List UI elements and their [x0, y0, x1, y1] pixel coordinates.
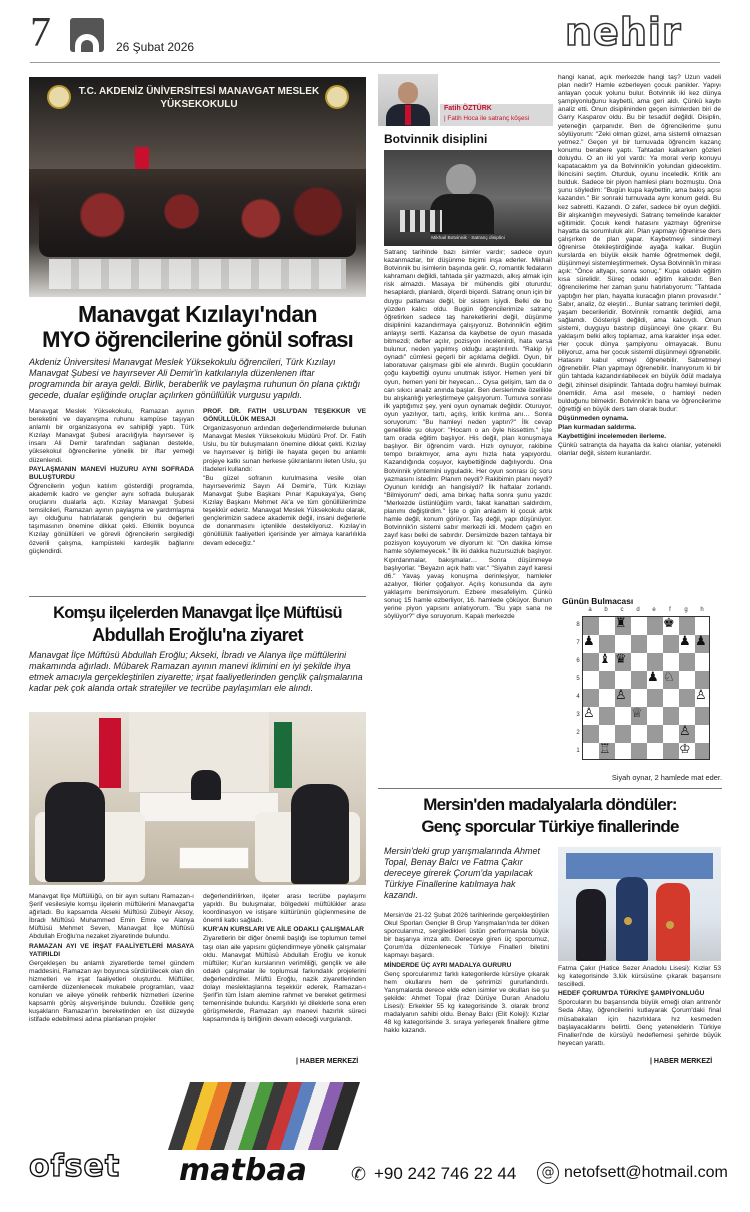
iftar-photo — [29, 77, 366, 297]
mufti-visit-photo — [29, 712, 366, 885]
flag-right — [274, 722, 292, 788]
white-queen-icon: ♕ — [631, 706, 643, 721]
black-king-icon: ♚ — [663, 616, 675, 631]
article1-lead: Akdeniz Üniversitesi Manavgat Meslek Yüksekokulu öğrencileri, Türk Kızılayı Manavgat Şubesi ve hayırsever Ali Demir'in katkılarıyla düzenlenen iftar programında bir araya geldi. Birlik, beraberlik ve paylaşma ruhunun ön plana çıktığı gecede, dualar eşliğinde oruçlar açılırken gönüllülük vurgusu yapıldı. — [29, 357, 361, 400]
ad-phone[interactable]: +90 242 746 22 44 — [374, 1164, 517, 1183]
person-right — [291, 784, 349, 884]
white-knight-icon: ♘ — [663, 670, 675, 685]
white-pawn-icon: ♙ — [679, 724, 691, 739]
puzzle-title: Günün Bulmacası — [562, 596, 634, 606]
article2-headline-line1: Komşu ilçelerden Manavgat İlçe Müftüsü — [53, 604, 342, 622]
chess-pieces-layer — [582, 616, 710, 760]
newspaper-logo: nehir — [565, 10, 682, 54]
author-photo — [378, 74, 438, 126]
issue-date: 26 Şubat 2026 — [116, 40, 195, 54]
article3-paragraph: Sporcuların bu başarısında büyük emeği olan antrenör Seda Altay, öğrencilerini kutlayarak Çorum'daki final müsabakaları için hazırlıklara hız kesmeden başlayacaklarını belirtti. Genç yeteneklerin Türkiye Finalleri'nde de kürsüyü hedeflemesi şehirde büyük heyecan yarattı. — [558, 999, 721, 1047]
article2-headline-line2: Abdullah Eroğlu'na ziyaret — [92, 625, 303, 645]
rank-label: 1 — [576, 748, 580, 754]
author-name: Fatih ÖZTÜRK — [444, 105, 492, 112]
article2-paragraph: Ziyaretlerin bir diğer önemli başlığı ise toplumun temel taşı olan aile yapısını güçlendirmeye yönelik çalışmalar oldu. Manavgat Müftüsü Abdullah Eroğlu ve konuk müftüler; Kur'an kurslarının verimliliği, gençlik ve aile odaklı çalışmalar ile toplumsal farkındalık projelerini değerlendirdiler. Müftü Eroğlu, nazik ziyaretlerinden dolayı meslektaşlarına teşekkür ederek, Ramazan-ı Şerif'in tüm İslam alemine rahmet ve bereket getirmesi temennisinde bulundu. Karşılıklı iyi dileklerle sona eren görüşmelerde, Ramazan ayı manevi hazırlık süreci kapsamında iş birliğinin devam edeceği vurgulandı. — [203, 935, 366, 1024]
ad-brand-matbaa: matbaa — [179, 1153, 307, 1188]
athlete-1 — [576, 889, 606, 961]
rank-label: 5 — [576, 676, 580, 682]
rank-label: 2 — [576, 730, 580, 736]
section-divider — [29, 596, 366, 597]
file-label: h — [700, 607, 704, 613]
header-emblem-icon — [70, 18, 104, 52]
column-text-1: Satranç tarihinde bazı isimler vardır; sadece oyun kazanmazlar, bir düşünme biçimi inşa ederler. Mikhail Botvinnik bu isimlerin başında gelir. O, romantik fedaların kahramanı değildi, tahtada şiir yazmazdı, alkış almak için risk almazdı. Masaya bir mühendis gibi otururdu; hesaplardı, planlardı, ölçerdi biçerdi. Satranç onun için bir duygu patlaması değil, bir sistem işiydi. Belki de bu yüzden kalıcı oldu. Bugün öğrencilerimize satranç öğretirken sadece taş hareketlerini değil, düşünme disiplinini kazandırmaya çalışıyoruz. Botvinnik'in eğitim anlayışı sertti. Kazansa da kaybetse de oyun masada bitmezdi; defter açılır, pozisyon incelenirdi, hata varsa bulunur, neden yapılmış olduğu araştırılırdı. "Rakip iyi oynadı" cümlesi geçerli bir açıklama değildi. Oyun, bir laboratuvar çalışması gibi ele alınırdı. Bugün çocukların çoğu kaybettiği oyunu unutmak istiyor. Hemen yeni bir oyun, hemen yeni bir heyecan… Oysa gelişim, tam da o can sıkıcı analiz anında başlar. Ben derslerimde özellikle bu alışkanlığı yerleştirmeye çalışıyorum. Turnuva sonrası ilk yaptığımız şey, yeni oyun oynamak değildir. Oturuyor, oyun yazılıyor, tartı, açılış, kritik kırılma anı… Sonra soruyorum: "Bu hamleyi neden yaptın?" İlk cevap genellikle şu oluyor: "Hocam o an öyle hissettim." İşte tam orada eğitim başlıyor. His değil, plan konuşmaya başlıyor. Bir öğrencim vardı. Hızlı oynuyor, rakibine tempo bırakmıyor, ama aynı hızla hata yapıyordu. Kazandığında coşuyor, kaybettiğinde dağılıyordu. Ona Botvinnik yöntemini uyguladık. Her oyun sonrası üç soru yazmasını istedim: Planım neydi? Rakibimin planı neydi? Oyunun kırıldığı an hangisiydi? İlk haftalar zorlandı. "Bilmiyorum" dedi, ama birkaç hafta sonra şunu yazdı: "Merkezde üstünlüğüm vardı, fakat kanattan saldırdım, planımı değiştirdim." İşte o gün anladım ki çocuk artık hamle değil, konum görüyor. Taş değil, yapı düşünüyor. Botvinnik'in sistemi sabır merkezli idi. Modern çağın en zayıf kası belki de sabırdır. Dersimizde bazen tahtaya bir pozisyon koyuyorum ve diyorum ki: "On dakika kimse hamle söylemeyecek." İlk iki dakika huzursuzluk başlıyor. Kıpırdanmalar, bakışmalar… Sonra düşünmeye başlıyorlar. "Beyazın açık hattı var." "Siyahın zayıf karesi d6." Yavaş yavaş konuşma derinleşiyor, hamleler azalıyor, fikirler çoğalıyor. Açılış konusunda da aynı yaklaşımı benimsiyorum. Ezbere mesafeliyim. Çünkü sonuç 15 hamle ezberliyor, 16. hamlede çöküyor. Bunun yerine piyon yapısını anlatıyorum. "Bu yapı sana ne söylüyor?" diye soruyorum. Kapalı merkezde — [384, 249, 552, 621]
page-header — [0, 0, 750, 64]
article3-subheading: MİNDERDE ÜÇ AYRI MADALYA GURURU — [384, 961, 512, 969]
black-pawn-icon: ♟ — [679, 634, 691, 649]
university-logo-left — [47, 85, 71, 109]
file-label: d — [636, 607, 640, 613]
file-labels-top — [582, 606, 710, 614]
article1-paragraph: Organizasyonun ardından değerlendirmelerde bulunan Manavgat Meslek Yüksekokulu Müdürü Prof. Dr. Fatih Uslu, bu tür buluşmaların önemine dikkat çekti. Kızılay ve hayırsever iş birliği ile hayata geçen bu anlamlı projeye katkı sunan herkese şükranlarını ileten Uslu, şu ifadeleri kullandı: — [203, 425, 366, 473]
photo-banner-text: T.C. AKDENİZ ÜNİVERSİTESİ MANAVGAT MESLEK YÜKSEKOKULU — [78, 86, 320, 110]
article3-credit: | HABER MERKEZİ — [650, 1058, 713, 1065]
black-pawn-icon: ♟ — [695, 634, 707, 649]
black-bishop-icon: ♝ — [599, 652, 611, 667]
article1-subheading: PAYLAŞMANIN MANEVİ HUZURU AYNI SOFRADA BULUŞTURDU — [29, 465, 194, 481]
column-bold-line: Plan kurmadan saldırma. — [558, 424, 637, 432]
article1-subheading: PROF. DR. FATİH USLU'DAN TEŞEKKÜR VE GÖNÜLLÜLÜK MESAJI — [203, 408, 366, 424]
white-king-icon: ♔ — [679, 742, 691, 757]
author-title: | Fatih Hoca ile satranç köşesi — [444, 115, 530, 122]
athlete-2 — [616, 877, 648, 961]
column-text-2 — [558, 74, 721, 592]
article3-paragraph: Mersin'de 21-22 Şubat 2026 tarihlerinde gerçekleştirilen Okul Sporları Gençler B Grup Yarışmaları'nda ter döken sporcularımız, sergiledikleri üstün performansla büyük bir başarıya imza attı. Dereceye giren üç sporcumuz, Çorum'da düzenlenecek Türkiye Finalleri biletini kapmayı başardı. — [384, 912, 549, 960]
ad-pencils-graphic — [168, 1082, 360, 1150]
black-queen-icon: ♛ — [615, 652, 627, 667]
black-rook-icon: ♜ — [615, 616, 627, 631]
chess-board-wrapper — [574, 606, 718, 770]
article2-paragraph: Manavgat İlçe Müftülüğü, on bir ayın sultanı Ramazan-ı Şerif vesilesiyle komşu ilçelerin müftülerini Manavgat'ta ağırladı. Bu kapsamda Akseki Müftüsü Zübeyir Aksoy, İbradı Müftüsü Muhammed Emin Emre ve Alanya Müftüsü Mehmet Seven, Manavgat İlçe Müftüsü Abdullah Eroğlu'na nezaket ziyaretinde bulundu. — [29, 893, 194, 941]
rank-label: 6 — [576, 658, 580, 664]
black-pawn-icon: ♟ — [647, 670, 659, 685]
article2-column-2 — [203, 893, 366, 1057]
article3-paragraph: Fatma Çakır (Hatice Sezer Anadolu Lisesi): Kızlar 53 kg kategorisinde 3.lük kürsüsüne çıkarak başarısını tescilledi. — [558, 965, 721, 989]
white-pawn-icon: ♙ — [695, 688, 707, 703]
rank-label: 8 — [576, 622, 580, 628]
flag — [135, 147, 149, 169]
botvinnik-photo — [384, 150, 552, 246]
section-divider-right — [378, 788, 722, 789]
article3-column-1 — [384, 912, 549, 1062]
university-logo-right — [325, 85, 349, 109]
white-pawn-icon: ♙ — [583, 706, 595, 721]
person-center — [191, 770, 221, 800]
file-label: g — [684, 607, 688, 613]
athletes-photo — [558, 847, 721, 961]
chairs-row — [49, 259, 346, 289]
article2-subheading: RAMAZAN AYI VE İRŞAT FAALİYETLERİ MASAYA YATIRILDI — [29, 942, 194, 958]
column-bold-line: Düşünmeden oynama. — [558, 414, 629, 422]
file-label: a — [588, 607, 592, 613]
medal-icon — [624, 917, 632, 925]
crowd — [39, 187, 356, 257]
article1-headline-line2: MYO öğrencilerine gönül sofrası — [42, 327, 353, 352]
article2-lead: Manavgat İlçe Müftüsü Abdullah Eroğlu; Akseki, İbradı ve Alanya ilçe müftülerini makamında ağırladı. Mübarek Ramazan ayının manevi iklimini en iyi şekilde ihya etmek amacıyla gerçekleştirilen ziyarette; irşat faaliyetlerinden gençlik çalışmalarına kadar pek çok alanda ortak stratejiler ve tecrübe paylaşımları ele alındı. — [29, 650, 363, 693]
article2-column-1 — [29, 893, 194, 1065]
file-label: b — [604, 607, 608, 613]
ad-brand-ofset: ofset — [29, 1149, 121, 1184]
phone-icon: ✆ — [351, 1164, 367, 1185]
puzzle-caption: Siyah oynar, 2 hamlede mat eder. — [611, 773, 722, 782]
photo-caption: Mikhail Botvinnik · Satranç disiplini — [431, 236, 505, 241]
rank-label: 3 — [576, 712, 580, 718]
white-rook-icon: ♖ — [599, 742, 611, 757]
article3-subheading: HEDEF ÇORUM'DA TÜRKİYE ŞAMPİYONLUĞU — [558, 990, 705, 998]
article1-column-2 — [203, 408, 366, 590]
file-label: e — [652, 607, 656, 613]
column-paragraph: hangi kanat, açık merkezde hangi taş? Uzun vadeli plan nedir? Hamle ezberleyen çocuk panikler. Yapıyı anlayan çocuk yolunu bulur. Botvinnik iki kez dünya şampiyonluğunu kaybetti, ama geri aldı. Çünkü kaybı analiz etti. Onun disiplininden geçen isimlerden biri de Garry Kasparov oldu. Bu bir tesadüf değildi. Disiplin, yeteneğin çarpanıdır. Ben de öğrencilerime şunu söylüyorum: "Zeki olman güzel, ama sistemli olmazsan yetmez." Geçen yıl bir turnuvada öğrencim kazanç konumu berabere yaptı. Tahtadan kalkarken gözleri doluydu. O an iki yol vardı: Ya moral verip konuyu kapatacaktım ya da Botvinnik'in yolundan gidecektim. İkincisini seçtim. Oturduk, oyunu inceledik. Kritik anı bulduk. Sadece bir piyon hamlesi planı bozmuştu. Ona şunu söyledim: "Bugün kupa kaybettin, ama bakış açısı kazandın." Bir sonraki turnuvada aynı konum geldi. Bu kez sabretti. Kazandı. O zafer, sadece bir oyun değildi. Bir alışkanlığın meyvesiydi. Satranç temelinde karakter eğitimidir. Çocuk kendi hatasını yazmayı öğrenirse hayatta da sorumluluk alır. Plan yapmayı öğrenirse ders çalışırken de plan yapar. Kaybetmeyi sindirmeyi öğrenirse ötekileştirdiğinde ayağa kalkar. Bugün kurslarda en büyük eksik hamle öğretmemek değil, düşünmeyi sistemleştirmemek. Oysa Botvinnik'in mirası açık: "Önce altyapı, sonra sonuç." Kupa odaklı eğitim kısa sürelidir. Süreç odaklı eğitim kalıcıdır. Ben öğrencilerime her zaman şunu hatırlatıyorum: "Tahtada yaptığın her plan, hayatta kuracağın planın provasıdır." Sabır, analiz, öz eleştiri… Bunlar satranç terimleri değil, yaşam becerileridir. Botvinnik romantik değildi, ama sağlamdı. Gösterişli değildi, ama kalıcıydı. Onun sistemi, duyguyu bastırıp düşünceyi öne çıkarır. Bu yaklaşım belki alkış toplamaz, ama karakter inşa eder. Her çocuk dünya şampiyonu olmayacak. Bunu biliyoruz, ama her çocuk sistemli düşünmeyi öğrenebilir. Hatasını kabul etmeyi öğrenebilir. Sabretmeyi öğrenebilir. Plan yapmayı öğrenebilir. İnanıyorum ki bir gün tahtada kazandırılabilecek en büyük ödül madalya değil, zihinsel disiplindir. Tahtada doğru hamleyi bulmak önemlidir. Ama asıl mesele, o hamleyi neden bulduğunu bilmektir. Botvinnik'in bana ve öğrencilerime öğrettiği en büyük ders tam olarak budur: — [558, 74, 721, 413]
coffee-table — [179, 847, 249, 869]
article2-paragraph: Gerçekleşen bu anlamlı ziyaretlerde temel gündem maddesini, Ramazan ayı boyunca sürdürülecek olan din hizmetleri ve irşat faaliyetleri oluşturdu. Müftüler, camilerde düzenlenecek mukabele programları, vaaz konuları ve aileye yönelik rehberlik hizmetleri üzerine kapsamlı görüş alışverişinde bulundu. Özellikle genç kuşakların Ramazan'ın bereketinden en üst düzeyde istifade edebilmesi adına planlanan projeler — [29, 959, 194, 1024]
page-number: 7 — [30, 10, 51, 56]
email-icon: @ — [537, 1162, 559, 1184]
article1-column-1 — [29, 408, 194, 590]
article1-paragraph: Öğrencilerin yoğun katılım gösterdiği programda, akademik kadro ve gençler aynı sofrada buluşarak oruçlarını dualarla açtı. Kızılay Manavgat Şubesi temsilcileri, Ramazan ayının paylaşma ve yardımlaşma ayı olduğunu hatırlatarak gençlerin bu değerleri taşımasının önemine dikkat çekti. Etkinlik boyunca Kızılay gönüllüleri ve görevli öğrencilerin sergilediği özverili çalışma, kampüsteki kardeşlik bağlarını güçlendirdi. — [29, 482, 194, 555]
rank-label: 4 — [576, 694, 580, 700]
article3-column-2 — [558, 965, 721, 1057]
black-pawn-icon: ♟ — [583, 634, 595, 649]
rank-labels — [574, 616, 582, 760]
person-left — [45, 782, 105, 882]
column-bold-line: Kaybettiğini incelemeden ilerleme. — [558, 433, 667, 441]
article2-subheading: KUR'AN KURSLARI VE AİLE ODAKLI ÇALIŞMALAR — [203, 926, 365, 934]
ad-email[interactable]: netofsett@hotmail.com — [564, 1164, 728, 1181]
file-label: f — [669, 607, 671, 613]
article1-paragraph: "Bu güzel sofranın kurulmasına vesile olan hayırseverimiz Sayın Ali Demir'e, Türk Kızılayı Manavgat Şube Başkanı Pınar Kapukaya'ya, Genç Kızılay Başkanı Mehmet Ak'a ve tüm gönüllülerimize teşekkür ederiz. Manavgat Meslek Yüksekokulu olarak, gençlerimizin sadece akademik değil, insani değerlerle de donanmasını içtenlikle destekliyoruz. Kızılay'ın gönüllülük faaliyetleri içerisinde yer almaya kararlılıkla devam edeceğiz." — [203, 474, 366, 547]
header-divider — [30, 62, 720, 63]
file-label: c — [620, 607, 624, 613]
article1-headline-line1: Manavgat Kızılayı'ndan — [78, 301, 317, 327]
article2-credit: | HABER MERKEZİ — [296, 1058, 359, 1065]
flag-left — [99, 718, 121, 788]
column-title: Botvinnik disiplini — [384, 132, 488, 146]
article3-headline-line2: Genç sporcular Türkiye finallerinde — [421, 817, 679, 836]
medal-icon — [666, 921, 674, 929]
article1-paragraph: Manavgat Meslek Yüksekokulu, Ramazan ayının bereketini ve dayanışma ruhunu kampüse taşıyan anlamlı bir organizasyona ev sahipliği yaptı. Türk Kızılayı Manavgat Şubesi aracılığıyla hayırsever iş insanı Ali Demir tarafından sağlanan destekle, yüksekokul öğrencilerine yönelik bir iftar yemeği düzenlendi. — [29, 408, 194, 464]
article3-lead: Mersin'deki grup yarışmalarında Ahmet Topal, Benay Balcı ve Fatma Çakır dereceye girerek Çorum'da yapılacak Türkiye Finallerine katılmaya hak kazandı. — [384, 846, 540, 900]
column-paragraph: Çünkü satrançta da hayatta da kalıcı olanlar, yetenekli olanlar değil, sistem kuranlardır. — [558, 442, 721, 458]
article2-paragraph: değerlendirilirken, ilçeler arası tecrübe paylaşımı yapıldı. Bu buluşmalar, bölgedeki müftülükler arası koordinasyon ve istişare kültürünün güçlenmesine de önemli katkı sağladı. — [203, 893, 366, 925]
article3-headline-line1: Mersin'den madalyalarla döndüler: — [423, 795, 677, 814]
ad-banner — [29, 1076, 728, 1204]
rank-label: 7 — [576, 640, 580, 646]
article3-paragraph: Genç sporcularımız farklı kategorilerde kürsüye çıkarak hem okullarını hem de şehrimizi gururlandırdı. Yarışmalarda derece elde eden isimler ve okulları ise şu şekilde: Ahmet Topal (İraz Dürüye Duran Anadolu Lisesi): Erkekler 55 kg kategorisinde 3. olarak bronz madalyanın sahibi oldu. Benay Balcı (Elit Koleji): Kızlar 48 kg kategorisinde 3. sıraya yerleşerek finallere gitme hakkı kazandı. — [384, 970, 549, 1035]
white-pawn-icon: ♙ — [615, 688, 627, 703]
